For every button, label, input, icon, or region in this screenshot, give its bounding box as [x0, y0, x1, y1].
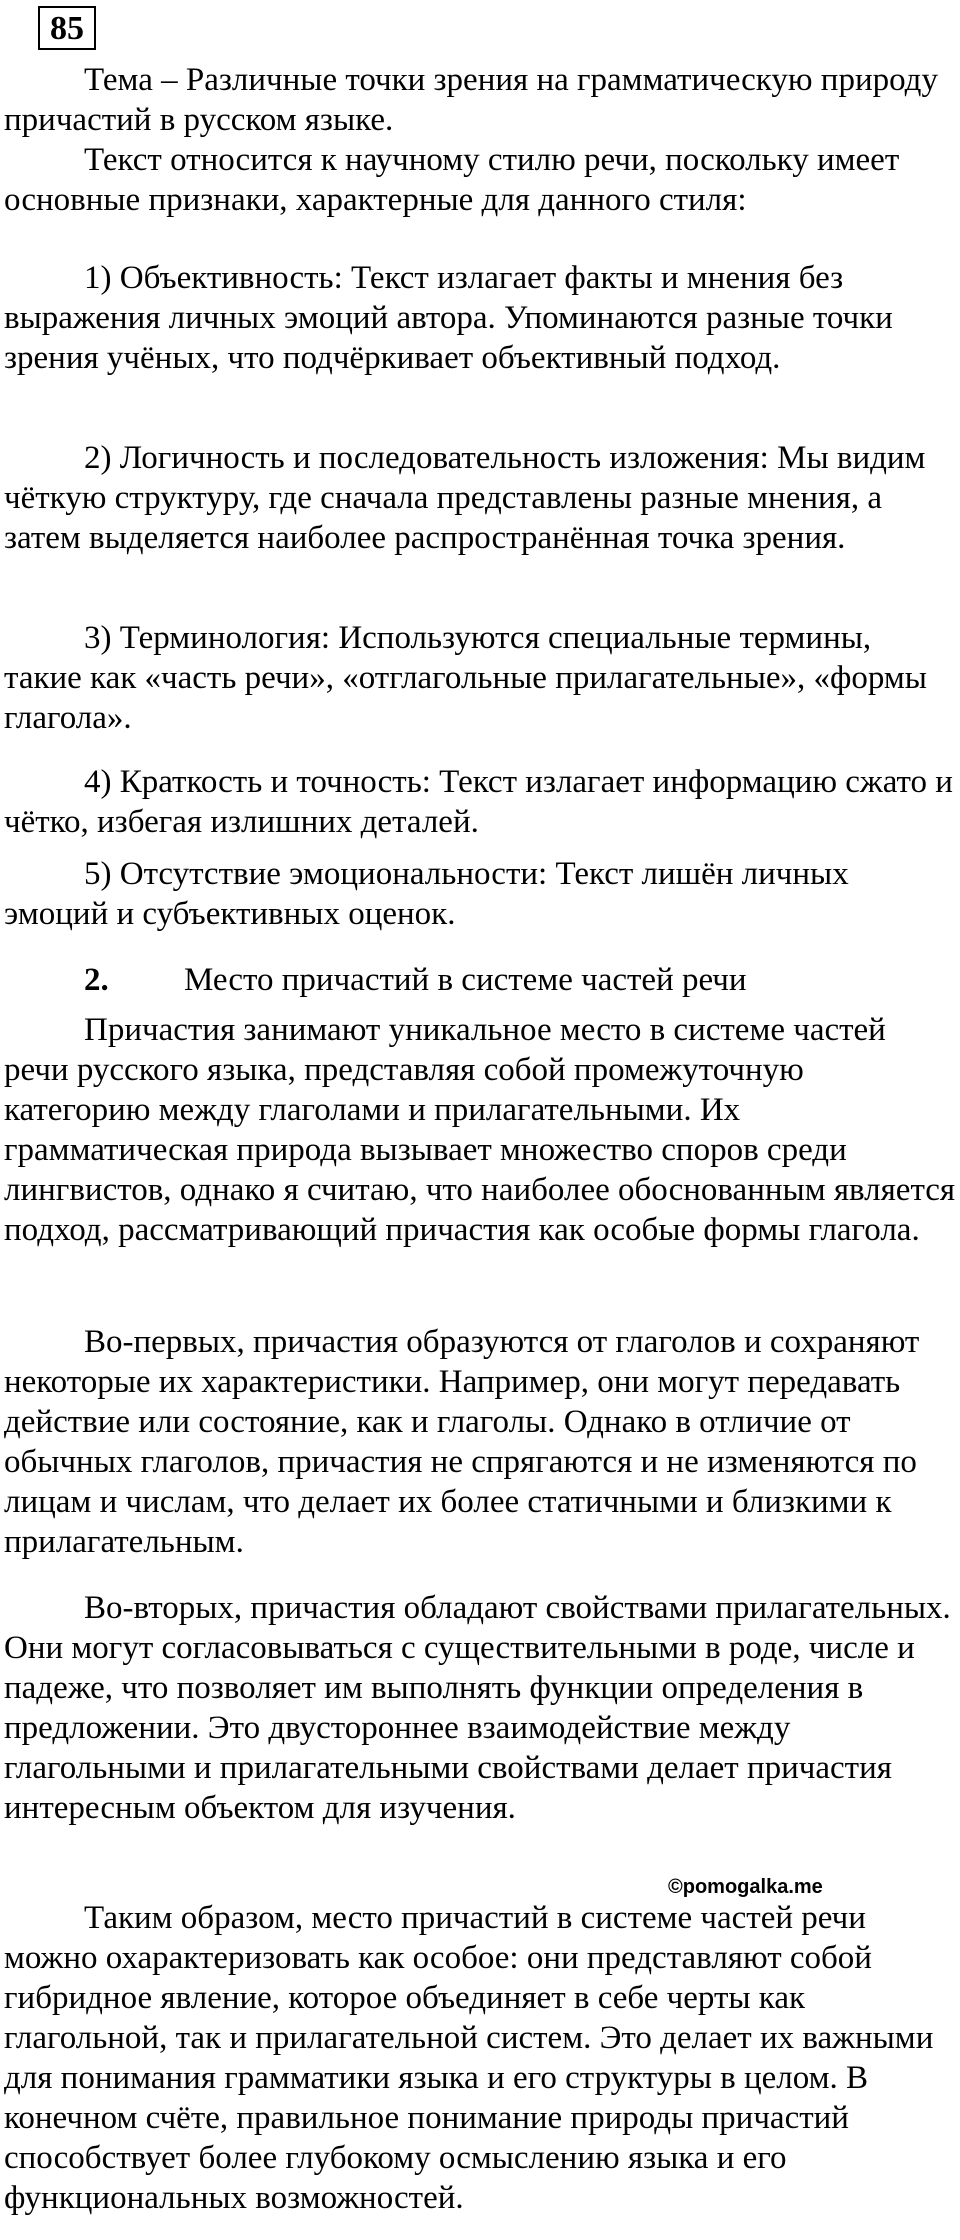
point-4-paragraph: 4) Краткость и точность: Текст излагает информацию сжато и чётко, избегая излишних деталей. — [4, 764, 953, 840]
essay-paragraph-3: Во-вторых, причастия обладают свойствами прилагательных. Они могут согласовываться с существительными в роде, числе и падеже, что позволяет им выполнять функции определения в предложении. Это двустороннее взаимодействие между глагольными и прилагательными свойствами делает причастия интересным объектом для изучения. — [4, 1590, 951, 1826]
section-2-title: Место причастий в системе частей речи — [184, 962, 747, 998]
watermark: ©pomogalka.me — [668, 1876, 823, 1898]
essay-paragraph-2: Во-первых, причастия образуются от глаголов и сохраняют некоторые их характеристики. Например, они могут передавать действие или состояние, как и глаголы. Однако в отличие от обычных глаголов, причастия не спрягаются и не изменяются по лицам и числам, что делает их более статичными и близкими к прилагательным. — [4, 1324, 920, 1560]
topic-paragraph: Тема – Различные точки зрения на грамматическую природу причастий в русском языке. — [4, 62, 938, 138]
section-2-heading — [84, 960, 747, 1000]
point-1-paragraph: 1) Объективность: Текст излагает факты и мнения без выражения личных эмоций автора. Упоминаются разные точки зрения учёных, что подчёркивает объективный подход. — [4, 260, 893, 376]
essay-paragraph-4: Таким образом, место причастий в системе частей речи можно охарактеризовать как особое: они представляют собой гибридное явление, которое объединяет в себе черты как глагольной, так и прилагательной систем. Это делает их важными для понимания грамматики языка и его структуры в целом. В конечном счёте, правильное понимание природы причастий способствует более глубокому осмыслению языка и его функциональных возможностей. — [4, 1900, 934, 2216]
exercise-number: 85 — [38, 6, 96, 50]
point-2-paragraph: 2) Логичность и последовательность изложения: Мы видим чёткую структуру, где сначала представлены разные мнения, а затем выделяется наиболее распространённая точка зрения. — [4, 440, 926, 556]
point-3-paragraph: 3) Терминология: Используются специальные термины, такие как «часть речи», «отглагольные прилагательные», «формы глагола». — [4, 620, 927, 736]
point-5-paragraph: 5) Отсутствие эмоциональности: Текст лишён личных эмоций и субъективных оценок. — [4, 856, 849, 932]
essay-paragraph-1: Причастия занимают уникальное место в системе частей речи русского языка, представляя собой промежуточную категорию между глаголами и прилагательными. Их грамматическая природа вызывает множество споров среди лингвистов, однако я считаю, что наиболее обоснованным является подход, рассматривающий причастия как особые формы глагола. — [4, 1012, 956, 1248]
section-2-number: 2. — [84, 962, 109, 998]
style-intro-paragraph: Текст относится к научному стилю речи, поскольку имеет основные признаки, характерные для данного стиля: — [4, 142, 900, 218]
